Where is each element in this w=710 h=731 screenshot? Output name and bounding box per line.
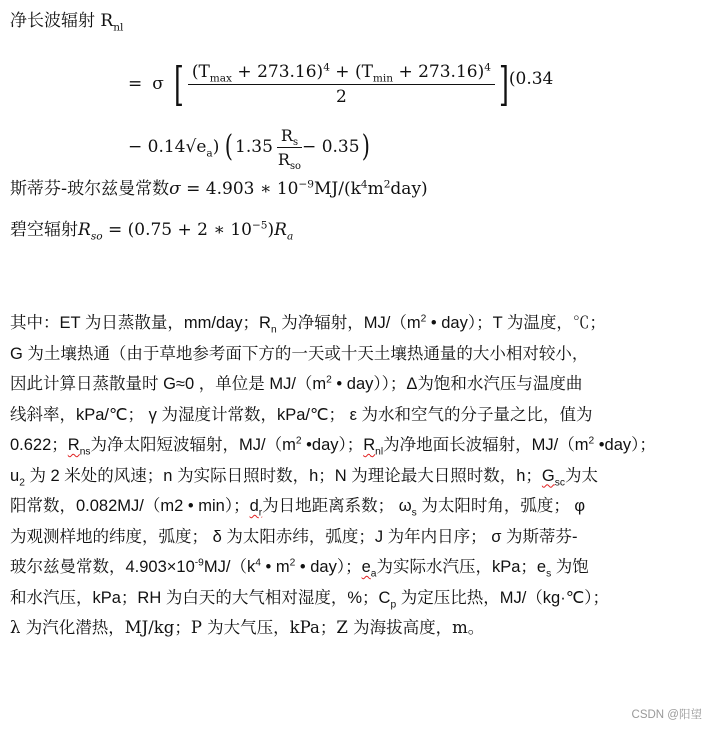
para-line-4: 线斜率，kPa/℃； γ 为湿度计常数，kPa/℃； ε 为水和空气的分子量之比，值为 xyxy=(10,405,593,424)
para-line-3: 因此计算日蒸散量时 G≈0 ，单位是 $MJ/(m^2$ • day））；Δ为饱和水汽压与温度曲 xyxy=(10,374,583,393)
stefan-unit-3: day) xyxy=(390,179,428,199)
right-bracket: ] xyxy=(498,57,509,111)
spellcheck-gsc: $G_{sc}$ xyxy=(541,466,565,488)
formula-title xyxy=(10,6,124,34)
stefan-value: = 4.903 ∗ 10 xyxy=(180,179,299,199)
minus-035: − 0.35 xyxy=(302,137,360,157)
para-line-10: 和水汽压，kPa；RH 为白天的大气相对湿度，%；$C_p$ 为定压比热，MJ/（kg·℃）； xyxy=(10,588,609,610)
spellcheck-rnl: $R_{nl}$ xyxy=(363,436,384,458)
clear-sky-value: = (0.75 + 2 ∗ 10 xyxy=(102,220,252,240)
definitions-paragraph xyxy=(10,308,704,644)
formula-tail: (0.34 xyxy=(508,69,554,89)
spellcheck-ea: $e_a$ xyxy=(361,558,377,580)
main-fraction xyxy=(188,62,495,107)
clear-sky-label: 碧空辐射 xyxy=(10,220,78,240)
equals-sign: = xyxy=(128,74,143,94)
clear-sky-exponent: −5 xyxy=(251,219,268,232)
main-numerator: $(T_{max} + 273.16)^4 + (T_{min} + 273.16)^4$ xyxy=(188,62,495,85)
stefan-unit-sup-1: 4 xyxy=(360,178,368,191)
csdn-watermark: CSDN @阳望 xyxy=(631,709,702,721)
para-line-7: 阳常数，0.082MJ/（m2 • min）；$d_r$为日地距离系数； $\omega_s$ 为太阳时角，弧度； φ xyxy=(10,497,586,519)
spellcheck-dr: $d_r$ xyxy=(249,497,263,519)
clear-sky-line xyxy=(10,215,294,243)
second-line-a: − $0.14√e_a$) xyxy=(128,137,220,160)
stefan-exponent: −9 xyxy=(298,178,314,191)
left-bracket: [ xyxy=(173,57,184,111)
rs-denominator: $R_{so}$ xyxy=(277,149,302,172)
rs-fraction xyxy=(277,125,302,172)
formula-title-symbol: $R_{nl}$ xyxy=(100,11,124,34)
main-denominator: 2 xyxy=(335,86,347,107)
para-line-6: $u_2$ 为 2 米处的风速；n 为实际日照时数，h；N 为理论最大日照时数，h；$G_{sc}$为太 xyxy=(10,466,598,488)
stefan-unit-1: MJ/(k xyxy=(314,179,361,199)
para-line-1: 其中：ET 为日蒸散量，mm/day；$R_n$ 为净辐射，$MJ/(m^2$ • day）；T 为温度，℃； xyxy=(10,313,606,336)
stefan-unit-sup-2: 2 xyxy=(383,178,391,191)
right-paren: ) xyxy=(361,129,370,164)
coef-135: 1.35 xyxy=(235,137,273,157)
stefan-constant-line xyxy=(10,174,428,199)
formula-main-line xyxy=(128,52,553,116)
para-line-8: 为观测样地的纬度，弧度； δ 为太阳赤纬，弧度；J 为年内日序； σ 为斯蒂芬- xyxy=(10,527,578,546)
rs-numerator: $R_s$ xyxy=(277,126,302,148)
stefan-symbol: σ xyxy=(169,179,181,199)
para-line-2: G 为土壤热通（由于草地参考面下方的一天或十天土壤热通量的大小相对较小， xyxy=(10,344,589,363)
left-paren: ( xyxy=(225,129,234,164)
stefan-label: 斯蒂芬-玻尔兹曼常数 xyxy=(10,179,170,199)
para-line-9: 玻尔兹曼常数，$4.903\times 10^{-9}MJ/(k^4$ • $m^2$ • day）；$e_a$为实际水汽压，kPa；$e_s$ 为饱 xyxy=(10,557,589,580)
spellcheck-rns: $R_{ns}$ xyxy=(67,436,91,458)
para-line-5: 0.622；$R_{ns}$为净太阳短波辐射，$MJ/(m^2$ •day）；$R_{nl}$为净地面长波辐射，$MJ/(m^2$ •day）； xyxy=(10,435,656,458)
sigma-symbol: σ xyxy=(152,74,164,94)
ra-symbol: $R_a$ xyxy=(274,220,294,243)
clear-sky-paren: ) xyxy=(267,220,275,240)
clear-sky-symbol: $R_{so}$ xyxy=(78,220,103,243)
stefan-unit-2: m xyxy=(367,179,384,199)
formula-second-line xyxy=(128,122,371,172)
formula-title-cn: 净长波辐射 xyxy=(10,11,95,31)
para-line-11: λ 为汽化潜热，MJ/kg；P 为大气压，kPa；Z 为海拔高度，m。 xyxy=(10,618,485,637)
